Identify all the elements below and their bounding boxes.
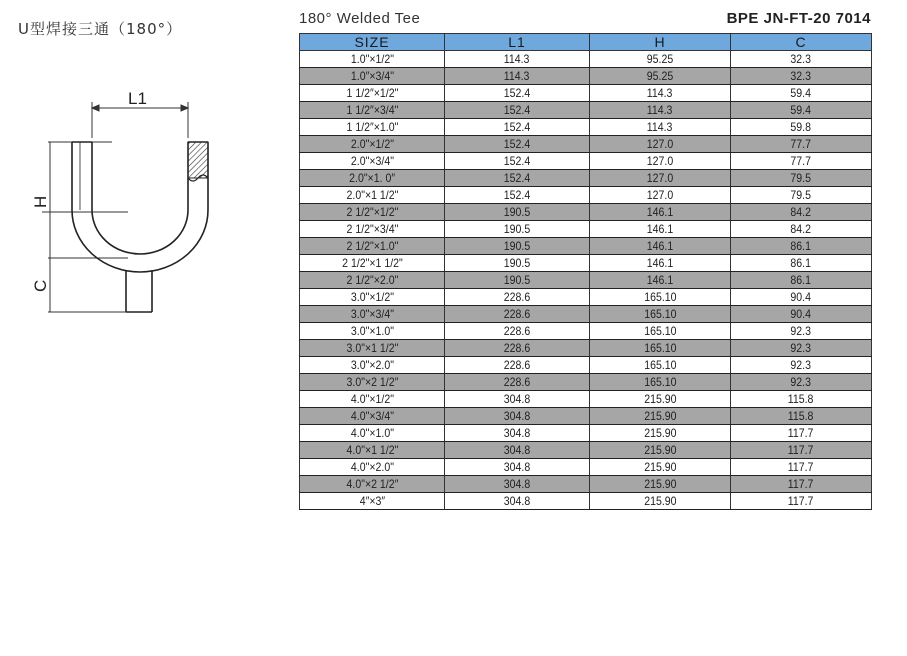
size-cell xyxy=(300,323,445,340)
cell-text: 86.1 xyxy=(790,239,812,253)
size-cell xyxy=(300,153,445,170)
cell-text: 115.8 xyxy=(788,392,814,406)
size-cell xyxy=(300,119,445,136)
cell-text: 79.5 xyxy=(790,188,812,202)
cell-text: 304.8 xyxy=(503,477,531,491)
c-cell xyxy=(731,170,872,187)
c-cell xyxy=(731,459,872,476)
h-cell xyxy=(590,119,731,136)
cell-text: 152.4 xyxy=(503,86,531,100)
cell-text: 4.0"×1 1/2" xyxy=(346,443,398,457)
c-cell xyxy=(731,408,872,425)
cell-text: 2 1/2"×1 1/2" xyxy=(341,256,403,270)
column-header-l1: L1 xyxy=(445,34,590,51)
size-cell xyxy=(300,442,445,459)
cell-text: 59.8 xyxy=(790,120,812,134)
size-cell xyxy=(300,459,445,476)
cell-text: 1 1/2″×1.0" xyxy=(346,120,398,134)
branch-pipe xyxy=(126,270,152,312)
cell-text: 3.0"×1 1/2" xyxy=(346,341,398,355)
h-cell xyxy=(590,102,731,119)
size-cell xyxy=(300,408,445,425)
l1-cell xyxy=(445,102,590,119)
l1-cell xyxy=(445,340,590,357)
column-header-c: C xyxy=(731,34,872,51)
c-label: C xyxy=(31,279,50,292)
cell-text: 3.0"×2 1/2″ xyxy=(346,375,398,389)
cell-text: 152.4 xyxy=(503,188,531,202)
cell-text: 59.4 xyxy=(790,103,812,117)
cell-text: 2 1/2"×1/2" xyxy=(346,205,398,219)
cell-text: 92.3 xyxy=(790,358,812,372)
product-code: BPE JN-FT-20 7014 xyxy=(726,10,871,27)
cell-text: 2 1/2"×2.0" xyxy=(346,273,398,287)
h-cell xyxy=(590,340,731,357)
c-cell xyxy=(731,238,872,255)
h-cell xyxy=(590,68,731,85)
table-row xyxy=(300,493,872,510)
l1-cell xyxy=(445,51,590,68)
c-cell xyxy=(731,391,872,408)
l1-cell xyxy=(445,493,590,510)
l1-cell xyxy=(445,68,590,85)
cell-text: 127.0 xyxy=(646,188,674,202)
table-row xyxy=(300,85,872,102)
cell-text: 117.7 xyxy=(788,494,814,508)
table-row xyxy=(300,272,872,289)
size-cell xyxy=(300,68,445,85)
h-cell xyxy=(590,323,731,340)
cell-text: 2 1/2"×3/4" xyxy=(346,222,398,236)
h-label: H xyxy=(31,195,50,208)
table-header-row xyxy=(300,34,872,51)
cut-section-hatch xyxy=(188,142,208,178)
cell-text: 77.7 xyxy=(790,154,812,168)
cell-text: 114.3 xyxy=(504,69,530,83)
size-cell xyxy=(300,102,445,119)
cell-text: 3.0"×3/4" xyxy=(350,307,394,321)
cell-text: 146.1 xyxy=(646,222,674,236)
cell-text: 215.90 xyxy=(643,426,677,440)
cell-text: 215.90 xyxy=(643,392,677,406)
c-cell xyxy=(731,476,872,493)
cell-text: 2.0"×1. 0″ xyxy=(349,171,395,185)
cell-text: 127.0 xyxy=(646,137,674,151)
cell-text: 117.7 xyxy=(788,426,814,440)
column-header-size: SIZE xyxy=(300,34,445,51)
cell-text: 1.0"×1/2" xyxy=(350,52,394,66)
c-cell xyxy=(731,255,872,272)
h-cell xyxy=(590,85,731,102)
table-row xyxy=(300,238,872,255)
cell-text: 165.10 xyxy=(643,324,677,338)
table-row xyxy=(300,68,872,85)
cell-text: 165.10 xyxy=(643,341,677,355)
cell-text: 2 1/2"×1.0" xyxy=(346,239,398,253)
h-cell xyxy=(590,391,731,408)
cell-text: 114.3 xyxy=(647,120,673,134)
c-cell xyxy=(731,340,872,357)
cell-text: 59.4 xyxy=(790,86,812,100)
l1-cell xyxy=(445,272,590,289)
size-cell xyxy=(300,272,445,289)
h-cell xyxy=(590,289,731,306)
cell-text: 84.2 xyxy=(790,205,812,219)
cell-text: 190.5 xyxy=(503,256,531,270)
c-cell xyxy=(731,187,872,204)
column-header-h: H xyxy=(590,34,731,51)
cell-text: 228.6 xyxy=(503,324,531,338)
cell-text: 215.90 xyxy=(643,460,677,474)
table-row xyxy=(300,204,872,221)
table-row xyxy=(300,459,872,476)
chinese-title: U型焊接三通（180°） xyxy=(18,20,183,38)
table-row xyxy=(300,391,872,408)
size-cell xyxy=(300,306,445,323)
h-cell xyxy=(590,221,731,238)
size-cell xyxy=(300,204,445,221)
table-row xyxy=(300,408,872,425)
l1-cell xyxy=(445,85,590,102)
table-row xyxy=(300,255,872,272)
h-cell xyxy=(590,204,731,221)
cell-text: 190.5 xyxy=(503,222,531,236)
cell-text: 152.4 xyxy=(503,171,531,185)
cell-text: 152.4 xyxy=(503,103,531,117)
h-c-dimension xyxy=(42,142,128,312)
c-cell xyxy=(731,272,872,289)
c-cell xyxy=(731,68,872,85)
cell-text: 117.7 xyxy=(788,460,814,474)
cell-text: 127.0 xyxy=(646,171,674,185)
h-cell xyxy=(590,255,731,272)
l1-cell xyxy=(445,153,590,170)
cell-text: 165.10 xyxy=(643,358,677,372)
c-cell xyxy=(731,493,872,510)
cell-text: 146.1 xyxy=(646,273,674,287)
h-cell xyxy=(590,272,731,289)
h-cell xyxy=(590,136,731,153)
c-cell xyxy=(731,221,872,238)
size-cell xyxy=(300,374,445,391)
cell-text: 3.0"×2.0" xyxy=(350,358,394,372)
cell-text: 228.6 xyxy=(503,375,531,389)
size-cell xyxy=(300,340,445,357)
cell-text: 79.5 xyxy=(790,171,812,185)
c-cell xyxy=(731,136,872,153)
l1-cell xyxy=(445,204,590,221)
cell-text: 114.3 xyxy=(647,86,673,100)
table-row xyxy=(300,170,872,187)
cell-text: 2.0"×1 1/2" xyxy=(346,188,398,202)
h-cell xyxy=(590,442,731,459)
l1-cell xyxy=(445,255,590,272)
cell-text: 115.8 xyxy=(788,409,814,423)
cell-text: 304.8 xyxy=(503,409,531,423)
h-cell xyxy=(590,357,731,374)
cell-text: 228.6 xyxy=(503,290,531,304)
l1-cell xyxy=(445,238,590,255)
cell-text: 86.1 xyxy=(790,256,812,270)
size-cell xyxy=(300,391,445,408)
l1-cell xyxy=(445,306,590,323)
h-cell xyxy=(590,425,731,442)
h-cell xyxy=(590,459,731,476)
cell-text: 86.1 xyxy=(790,273,812,287)
table-row xyxy=(300,442,872,459)
cell-text: 152.4 xyxy=(503,120,531,134)
size-cell xyxy=(300,85,445,102)
cell-text: 90.4 xyxy=(790,307,812,321)
cell-text: 304.8 xyxy=(503,426,531,440)
h-cell xyxy=(590,187,731,204)
cell-text: 114.3 xyxy=(647,103,673,117)
l1-cell xyxy=(445,442,590,459)
l1-cell xyxy=(445,170,590,187)
table-row xyxy=(300,357,872,374)
c-cell xyxy=(731,102,872,119)
cell-text: 4.0"×2.0" xyxy=(350,460,394,474)
specification-table xyxy=(299,33,872,510)
table-row xyxy=(300,221,872,238)
c-cell xyxy=(731,374,872,391)
english-title: 180° Welded Tee xyxy=(299,10,421,27)
cell-text: 4″×3″ xyxy=(359,494,385,508)
cell-text: 2.0"×1/2" xyxy=(350,137,394,151)
cell-text: 1 1/2″×3/4" xyxy=(346,103,398,117)
cell-text: 215.90 xyxy=(643,409,677,423)
l1-label: L1 xyxy=(128,89,147,108)
cell-text: 146.1 xyxy=(646,239,674,253)
cell-text: 215.90 xyxy=(643,443,677,457)
table-row xyxy=(300,323,872,340)
h-cell xyxy=(590,374,731,391)
table-row xyxy=(300,187,872,204)
cell-text: 146.1 xyxy=(646,256,674,270)
c-cell xyxy=(731,323,872,340)
cell-text: 152.4 xyxy=(503,154,531,168)
cell-text: 304.8 xyxy=(503,460,531,474)
size-cell xyxy=(300,493,445,510)
size-cell xyxy=(300,221,445,238)
size-cell xyxy=(300,476,445,493)
cell-text: 95.25 xyxy=(646,52,674,66)
size-cell xyxy=(300,425,445,442)
table-row xyxy=(300,340,872,357)
cell-text: 228.6 xyxy=(503,307,531,321)
cell-text: 165.10 xyxy=(643,290,677,304)
cell-text: 228.6 xyxy=(503,341,531,355)
table-row xyxy=(300,306,872,323)
cell-text: 3.0"×1.0" xyxy=(350,324,394,338)
table-row xyxy=(300,476,872,493)
cell-text: 4.0"×3/4" xyxy=(350,409,394,423)
cell-text: 84.2 xyxy=(790,222,812,236)
size-cell xyxy=(300,170,445,187)
cell-text: 4.0"×1/2" xyxy=(350,392,394,406)
c-cell xyxy=(731,51,872,68)
cell-text: 228.6 xyxy=(503,358,531,372)
cell-text: 92.3 xyxy=(790,341,812,355)
size-cell xyxy=(300,357,445,374)
l1-cell xyxy=(445,187,590,204)
table-body xyxy=(300,51,872,510)
l1-cell xyxy=(445,408,590,425)
l1-cell xyxy=(445,221,590,238)
cell-text: 190.5 xyxy=(503,273,531,287)
size-cell xyxy=(300,238,445,255)
cell-text: 77.7 xyxy=(790,137,812,151)
table-row xyxy=(300,153,872,170)
table-row xyxy=(300,51,872,68)
table-row xyxy=(300,136,872,153)
cell-text: 190.5 xyxy=(503,239,531,253)
size-cell xyxy=(300,51,445,68)
u-tee-technical-drawing xyxy=(20,80,220,325)
cell-text: 165.10 xyxy=(643,375,677,389)
table-row xyxy=(300,374,872,391)
cell-text: 4.0"×1.0" xyxy=(350,426,394,440)
h-cell xyxy=(590,51,731,68)
cell-text: 146.1 xyxy=(646,205,674,219)
cell-text: 3.0"×1/2" xyxy=(350,290,394,304)
cell-text: 95.25 xyxy=(646,69,674,83)
h-cell xyxy=(590,408,731,425)
l1-cell xyxy=(445,323,590,340)
c-cell xyxy=(731,306,872,323)
h-cell xyxy=(590,170,731,187)
cell-text: 165.10 xyxy=(643,307,677,321)
cell-text: 304.8 xyxy=(503,443,531,457)
cell-text: 4.0"×2 1/2″ xyxy=(346,477,398,491)
cell-text: 190.5 xyxy=(503,205,531,219)
h-cell xyxy=(590,153,731,170)
table-row xyxy=(300,425,872,442)
h-cell xyxy=(590,238,731,255)
c-cell xyxy=(731,119,872,136)
cell-text: 117.7 xyxy=(788,477,814,491)
h-cell xyxy=(590,306,731,323)
l1-cell xyxy=(445,289,590,306)
cell-text: 1.0″×3/4" xyxy=(350,69,394,83)
l1-cell xyxy=(445,425,590,442)
h-cell xyxy=(590,476,731,493)
c-cell xyxy=(731,85,872,102)
cell-text: 215.90 xyxy=(643,494,677,508)
cell-text: 2.0"×3/4" xyxy=(350,154,394,168)
size-cell xyxy=(300,289,445,306)
cell-text: 92.3 xyxy=(790,324,812,338)
cell-text: 32.3 xyxy=(790,69,812,83)
l1-cell xyxy=(445,136,590,153)
c-cell xyxy=(731,425,872,442)
cell-text: 32.3 xyxy=(790,52,812,66)
cell-text: 114.3 xyxy=(504,52,530,66)
cell-text: 304.8 xyxy=(503,392,531,406)
table-row xyxy=(300,119,872,136)
l1-cell xyxy=(445,459,590,476)
l1-cell xyxy=(445,374,590,391)
c-cell xyxy=(731,357,872,374)
c-cell xyxy=(731,442,872,459)
l1-cell xyxy=(445,357,590,374)
l1-cell xyxy=(445,119,590,136)
l1-cell xyxy=(445,391,590,408)
cell-text: 117.7 xyxy=(788,443,814,457)
size-cell xyxy=(300,136,445,153)
cell-text: 92.3 xyxy=(790,375,812,389)
l1-cell xyxy=(445,476,590,493)
cell-text: 1 1/2″×1/2" xyxy=(346,86,398,100)
c-cell xyxy=(731,153,872,170)
cell-text: 152.4 xyxy=(503,137,531,151)
c-cell xyxy=(731,289,872,306)
size-cell xyxy=(300,255,445,272)
table-row xyxy=(300,102,872,119)
cell-text: 127.0 xyxy=(646,154,674,168)
cell-text: 304.8 xyxy=(503,494,531,508)
c-cell xyxy=(731,204,872,221)
h-cell xyxy=(590,493,731,510)
table-row xyxy=(300,289,872,306)
cell-text: 215.90 xyxy=(643,477,677,491)
cell-text: 90.4 xyxy=(790,290,812,304)
size-cell xyxy=(300,187,445,204)
